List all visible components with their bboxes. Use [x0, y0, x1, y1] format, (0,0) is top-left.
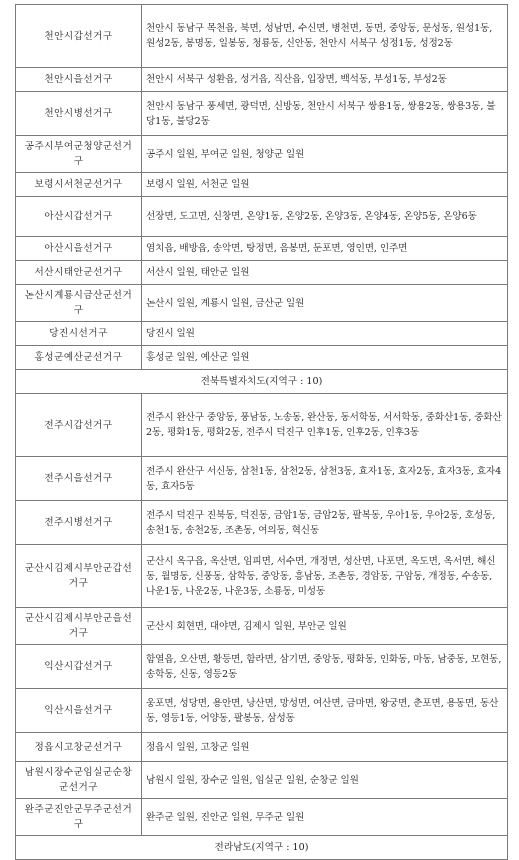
district-areas: 논산시 일원, 계룡시 일원, 금산군 일원 [142, 285, 508, 322]
district-areas: 정읍시 일원, 고창군 일원 [142, 733, 508, 762]
district-name: 정읍시고창군선거구 [16, 733, 142, 762]
district-areas: 전주시 덕진구 진북동, 덕진동, 금암1동, 금암2동, 팔복동, 우아1동, 우아2동, 호성동, 송천1동, 송천2동, 조촌동, 여의동, 혁신동 [142, 501, 508, 545]
district-areas: 당진시 일원 [142, 322, 508, 346]
table-row [16, 92, 508, 136]
district-areas: 선장면, 도고면, 신창면, 온양1동, 온양2동, 온양3동, 온양4동, 온양5동, 온양6동 [142, 197, 508, 237]
table-row [16, 173, 508, 197]
table-row [16, 545, 508, 608]
district-name: 전주시갑선거구 [16, 394, 142, 457]
district-areas: 완주군 일원, 진안군 일원, 무주군 일원 [142, 799, 508, 836]
district-areas: 천안시 동남구 풍세면, 광덕면, 신방동, 천안시 서북구 쌍용1동, 쌍용2동, 쌍용3동, 불당1동, 불당2동 [142, 92, 508, 136]
district-name: 군산시김제시부안군갑선거구 [16, 545, 142, 608]
table-row [16, 197, 508, 237]
district-name: 서산시태안군선거구 [16, 261, 142, 285]
district-areas: 천안시 동남구 목천읍, 북면, 성남면, 수신면, 병천면, 동면, 중앙동, 문성동, 원성1동, 원성2동, 봉명동, 일봉동, 청룡동, 신안동, 천안시 서북구 성정1동, 성정2동 [142, 5, 508, 68]
district-name: 당진시선거구 [16, 322, 142, 346]
district-name: 논산시계룡시금산군선거구 [16, 285, 142, 322]
district-areas: 보령시 일원, 서천군 일원 [142, 173, 508, 197]
district-name: 익산시을선거구 [16, 689, 142, 733]
table-row [16, 5, 508, 68]
table-row [16, 689, 508, 733]
district-name: 홍성군예산군선거구 [16, 346, 142, 370]
district-name: 군산시김제시부안군을선거구 [16, 608, 142, 645]
district-areas: 공주시 일원, 부여군 일원, 청양군 일원 [142, 136, 508, 173]
table-row [16, 733, 508, 762]
section-title-jeonnam: 전라남도(지역구 : 10) [16, 836, 508, 860]
district-areas: 전주시 완산구 서신동, 삼천1동, 삼천2동, 삼천3동, 효자1동, 효자2동, 효자3동, 효자4동, 효자5동 [142, 457, 508, 501]
table-row [16, 457, 508, 501]
table-row [16, 608, 508, 645]
district-areas: 함열읍, 오산면, 황등면, 함라면, 삼기면, 중앙동, 평화동, 인화동, 마동, 남중동, 모현동, 송학동, 신동, 영등2동 [142, 645, 508, 689]
table-row [16, 799, 508, 836]
district-areas: 군산시 옥구읍, 옥산면, 임피면, 서수면, 개정면, 성산면, 나포면, 옥도면, 옥서면, 해신동, 월명동, 신풍동, 삼학동, 중앙동, 흥남동, 조촌동, 경암동, 구암동, 개정동, 수송동, 나운1동, 나운2동, 나운3동, 소룡동, 미성동 [142, 545, 508, 608]
table-row [16, 261, 508, 285]
table-row [16, 322, 508, 346]
district-name: 아산시을선거구 [16, 237, 142, 261]
district-areas: 염치읍, 배방읍, 송악면, 탕정면, 음봉면, 둔포면, 영인면, 인주면 [142, 237, 508, 261]
section-title-jeonbuk: 전북특별자치도(지역구 : 10) [16, 370, 508, 394]
district-areas: 홍성군 일원, 예산군 일원 [142, 346, 508, 370]
district-name: 아산시갑선거구 [16, 197, 142, 237]
table-row [16, 645, 508, 689]
district-areas: 군산시 회현면, 대야면, 김제시 일원, 부안군 일원 [142, 608, 508, 645]
table-row [16, 762, 508, 799]
district-areas: 서산시 일원, 태안군 일원 [142, 261, 508, 285]
district-name: 공주시부여군청양군선거구 [16, 136, 142, 173]
section-header-row [16, 370, 508, 394]
district-name: 보령시서천군선거구 [16, 173, 142, 197]
district-name: 남원시장수군임실군순창군선거구 [16, 762, 142, 799]
district-areas: 웅포면, 성당면, 용안면, 낭산면, 망성면, 여산면, 금마면, 왕궁면, 춘포면, 용동면, 동산동, 영등1동, 어양동, 팔봉동, 삼성동 [142, 689, 508, 733]
district-areas: 천안시 서북구 성환읍, 성거읍, 직산읍, 입장면, 백석동, 부성1동, 부성2동 [142, 68, 508, 92]
table-row [16, 285, 508, 322]
district-name: 완주군진안군무주군선거구 [16, 799, 142, 836]
section-header-row [16, 836, 508, 860]
district-name: 전주시병선거구 [16, 501, 142, 545]
district-name: 전주시을선거구 [16, 457, 142, 501]
district-name: 천안시병선거구 [16, 92, 142, 136]
table-row [16, 136, 508, 173]
district-name: 익산시갑선거구 [16, 645, 142, 689]
district-areas: 전주시 완산구 중앙동, 풍남동, 노송동, 완산동, 동서학동, 서서학동, 중화산1동, 중화산2동, 평화1동, 평화2동, 전주시 덕진구 인후1동, 인후2동, 인후3동 [142, 394, 508, 457]
table-row [16, 501, 508, 545]
table-row [16, 394, 508, 457]
district-areas: 남원시 일원, 장수군 일원, 임실군 일원, 순창군 일원 [142, 762, 508, 799]
table-body [16, 5, 508, 860]
table-row [16, 68, 508, 92]
district-name: 천안시갑선거구 [16, 5, 142, 68]
table-row [16, 237, 508, 261]
electoral-district-table [15, 4, 508, 860]
district-name: 천안시을선거구 [16, 68, 142, 92]
table-row [16, 346, 508, 370]
